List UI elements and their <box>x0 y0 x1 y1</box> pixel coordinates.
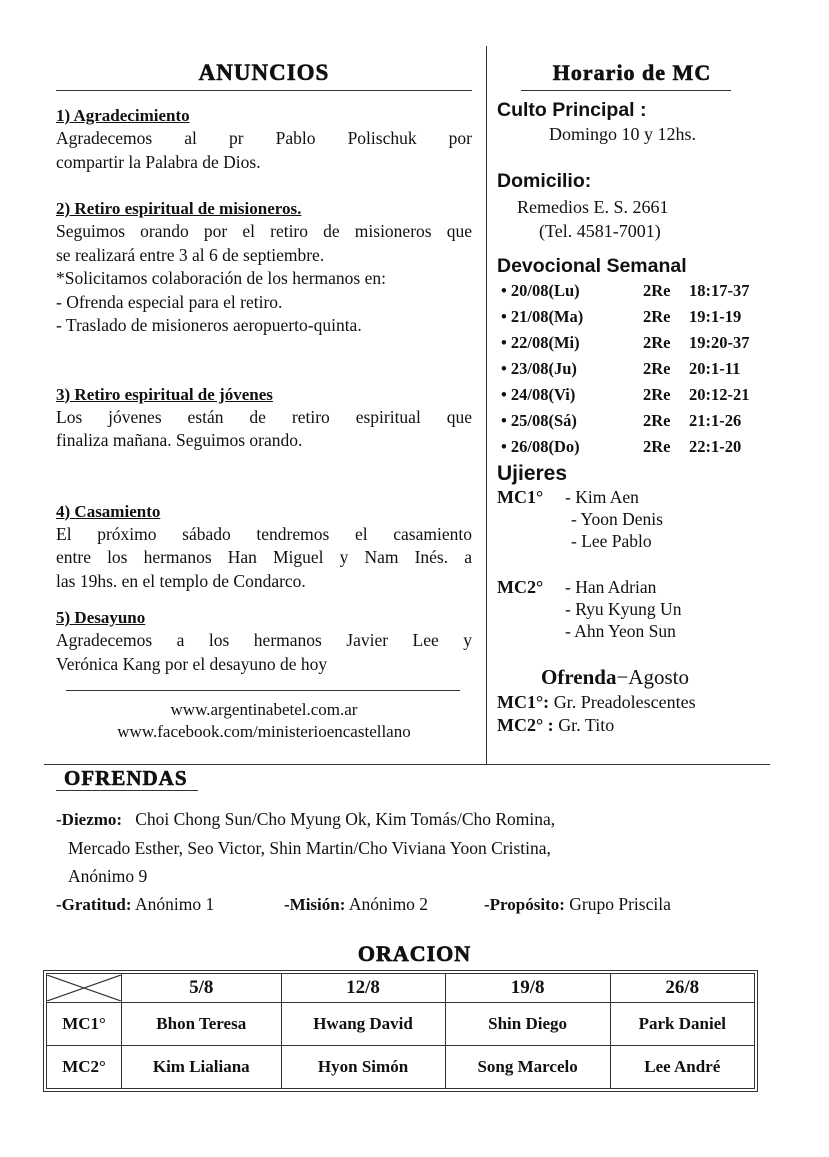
devocional-ref: 20:12-21 <box>689 385 750 404</box>
mision-value: Anónimo 2 <box>348 894 429 914</box>
diezmo-block <box>56 805 776 890</box>
ujier-name: - Lee Pablo <box>571 531 652 551</box>
anuncio-line: - Ofrenda especial para el retiro. <box>56 291 283 312</box>
links-rule <box>66 690 460 691</box>
date-header: 12/8 <box>281 974 445 1003</box>
devocional-book: 2Re <box>643 281 671 300</box>
devocional-ref: 19:20-37 <box>689 333 750 352</box>
anuncio-line: se realizará entre 3 al 6 de septiembre. <box>56 244 325 265</box>
table-cell: Park Daniel <box>610 1003 754 1046</box>
column-divider <box>486 46 487 764</box>
diezmo-names: Choi Chong Sun/Cho Myung Ok, Kim Tomás/Cho Romina, <box>135 809 556 829</box>
ofrenda-mc2 <box>497 714 767 736</box>
anuncio-line: finaliza mañana. Seguimos orando. <box>56 430 303 450</box>
table-header-row <box>47 974 755 1003</box>
anuncio-line: Agradecemos a los hermanos Javier Lee y <box>56 630 472 650</box>
devocional-ref: 18:17-37 <box>689 281 750 300</box>
diezmo-line <box>56 805 776 834</box>
anuncio-item-2 <box>56 198 472 338</box>
devocional-row <box>497 434 767 460</box>
devocional-date: • 26/08(Do) <box>501 437 580 456</box>
anuncios-section <box>56 50 472 743</box>
ujieres-mc1-label: MC1° <box>497 487 544 507</box>
anuncio-line: Los jóvenes están de retiro espiritual que <box>56 406 472 427</box>
devocional-row <box>497 408 767 434</box>
anuncios-title: ANUNCIOS <box>198 60 330 85</box>
anuncio-line: compartir la Palabra de Dios. <box>56 151 261 172</box>
corner-cell <box>47 974 122 1003</box>
proposito-value: Grupo Priscila <box>569 894 671 914</box>
table-row <box>47 1046 755 1089</box>
culto-label: Culto Principal : <box>497 99 647 121</box>
devocional-date: • 24/08(Vi) <box>501 385 576 404</box>
ujieres-mc2 <box>497 576 767 642</box>
mision-label: -Misión: <box>284 895 346 914</box>
diagonal-cross-icon <box>47 975 121 1001</box>
table-cell: Song Marcelo <box>445 1046 610 1089</box>
culto-value: Domingo 10 y 12hs. <box>549 124 697 144</box>
diezmo-line: Anónimo 9 <box>68 866 148 886</box>
ofrenda-mc2-value: Gr. Tito <box>558 715 615 735</box>
anuncio-line: *Solicitamos colaboración de los hermanos en: <box>56 268 386 288</box>
devocional-ref: 21:1-26 <box>689 411 742 430</box>
devocional-row <box>497 382 767 408</box>
devocional-date: • 25/08(Sá) <box>501 411 577 430</box>
website-link[interactable]: www.argentinabetel.com.ar <box>170 700 358 719</box>
anuncio-item-4 <box>56 501 472 594</box>
ofrendas-title: OFRENDAS <box>56 766 198 791</box>
horario-section <box>497 50 767 736</box>
anuncio-heading: 2) Retiro espiritual de misioneros. <box>56 199 302 218</box>
devocional-book: 2Re <box>643 307 671 326</box>
ofrenda-mc2-label: MC2° : <box>497 715 554 735</box>
devocional-book: 2Re <box>643 333 671 352</box>
devocional-book: 2Re <box>643 411 671 430</box>
ofrenda-month: Agosto <box>628 665 689 689</box>
anuncio-line: Agradecemos al pr Pablo Polischuk por <box>56 128 472 148</box>
devocional-ref: 22:1-20 <box>689 437 742 456</box>
anuncio-line: Verónica Kang por el desayuno de hoy <box>56 653 328 674</box>
anuncio-item-5 <box>56 607 472 676</box>
domicilio-tel: (Tel. 4581-7001) <box>539 221 661 241</box>
ofrenda-heading <box>497 664 767 690</box>
table-cell: Shin Diego <box>445 1003 610 1046</box>
devocional-book: 2Re <box>643 359 671 378</box>
table-cell: Kim Lialiana <box>122 1046 282 1089</box>
section-divider <box>44 764 770 765</box>
row-label: MC1° <box>47 1003 122 1046</box>
horario-title-rule <box>521 90 731 91</box>
devocional-date: • 23/08(Ju) <box>501 359 577 378</box>
devocional-ref: 20:1-11 <box>689 359 741 378</box>
oracion-table <box>46 973 755 1089</box>
date-header: 19/8 <box>445 974 610 1003</box>
devocional-book: 2Re <box>643 385 671 404</box>
domicilio-address: Remedios E. S. 2661 <box>517 197 669 217</box>
anuncio-line: El próximo sábado tendremos el casamiento <box>56 523 472 544</box>
table-cell: Hwang David <box>281 1003 445 1046</box>
ujieres-mc2-label: MC2° <box>497 577 544 597</box>
anuncio-item-1 <box>56 105 472 174</box>
ujieres-mc1 <box>497 486 767 552</box>
table-cell: Hyon Simón <box>281 1046 445 1089</box>
devocional-row <box>497 278 767 304</box>
ujier-name: - Ahn Yeon Sun <box>565 621 676 641</box>
anuncio-line: entre los hermanos Han Miguel y Nam Inés. a <box>56 547 472 567</box>
anuncio-heading: 5) Desayuno <box>56 608 146 627</box>
date-header: 5/8 <box>122 974 282 1003</box>
facebook-link[interactable]: www.facebook.com/ministerioencastellano <box>117 722 411 741</box>
anuncio-heading: 4) Casamiento <box>56 501 161 521</box>
anuncio-line: - Traslado de misioneros aeropuerto-quinta. <box>56 315 362 335</box>
date-header: 26/8 <box>610 974 754 1003</box>
table-cell: Bhon Teresa <box>122 1003 282 1046</box>
ujier-name: - Han Adrian <box>565 577 657 597</box>
table-cell: Lee André <box>610 1046 754 1089</box>
devocional-label: Devocional Semanal <box>497 255 687 277</box>
ofrenda-title: Ofrenda <box>541 665 617 689</box>
devocional-row <box>497 304 767 330</box>
devocional-list <box>497 278 767 460</box>
anuncio-line: las 19hs. en el templo de Condarco. <box>56 570 306 591</box>
table-row <box>47 1003 755 1046</box>
oracion-title: ORACION <box>357 941 472 966</box>
row-label: MC2° <box>47 1046 122 1089</box>
ofrenda-dash: − <box>616 665 629 689</box>
ujier-name: - Ryu Kyung Un <box>565 599 682 619</box>
ofrenda-mc1-value: Gr. Preadolescentes <box>553 692 696 712</box>
ujieres-label: Ujieres <box>497 462 568 485</box>
proposito-label: -Propósito: <box>484 895 565 914</box>
devocional-date: • 21/08(Ma) <box>501 307 584 326</box>
devocional-ref: 19:1-19 <box>689 307 742 326</box>
other-offerings-line <box>56 890 776 919</box>
ofrendas-section <box>56 766 776 919</box>
anuncio-line: Seguimos orando por el retiro de misioneros que <box>56 221 472 241</box>
anuncios-title-rule <box>56 90 472 91</box>
devocional-row <box>497 356 767 382</box>
anuncio-heading: 1) Agradecimiento <box>56 106 190 125</box>
diezmo-line: Mercado Esther, Seo Victor, Shin Martin/Cho Viviana Yoon Cristina, <box>68 838 551 858</box>
domicilio-label: Domicilio: <box>497 170 592 192</box>
devocional-book: 2Re <box>643 437 671 456</box>
diezmo-label: -Diezmo: <box>56 810 123 829</box>
devocional-row <box>497 330 767 356</box>
gratitud-label: -Gratitud: <box>56 895 132 914</box>
ofrenda-mc1 <box>497 690 767 714</box>
anuncio-item-3 <box>56 384 472 453</box>
devocional-date: • 22/08(Mi) <box>501 333 580 352</box>
ujieres-mc1-names <box>565 486 663 552</box>
ofrenda-mc1-label: MC1°: <box>497 692 550 712</box>
ujier-name: - Kim Aen <box>565 487 639 507</box>
horario-title: Horario de MC <box>552 60 712 85</box>
ujier-name: - Yoon Denis <box>571 509 663 529</box>
ujieres-mc2-names <box>565 576 681 642</box>
devocional-date: • 20/08(Lu) <box>501 281 580 300</box>
gratitud-value: Anónimo 1 <box>134 894 215 914</box>
anuncio-heading: 3) Retiro espiritual de jóvenes <box>56 384 273 404</box>
